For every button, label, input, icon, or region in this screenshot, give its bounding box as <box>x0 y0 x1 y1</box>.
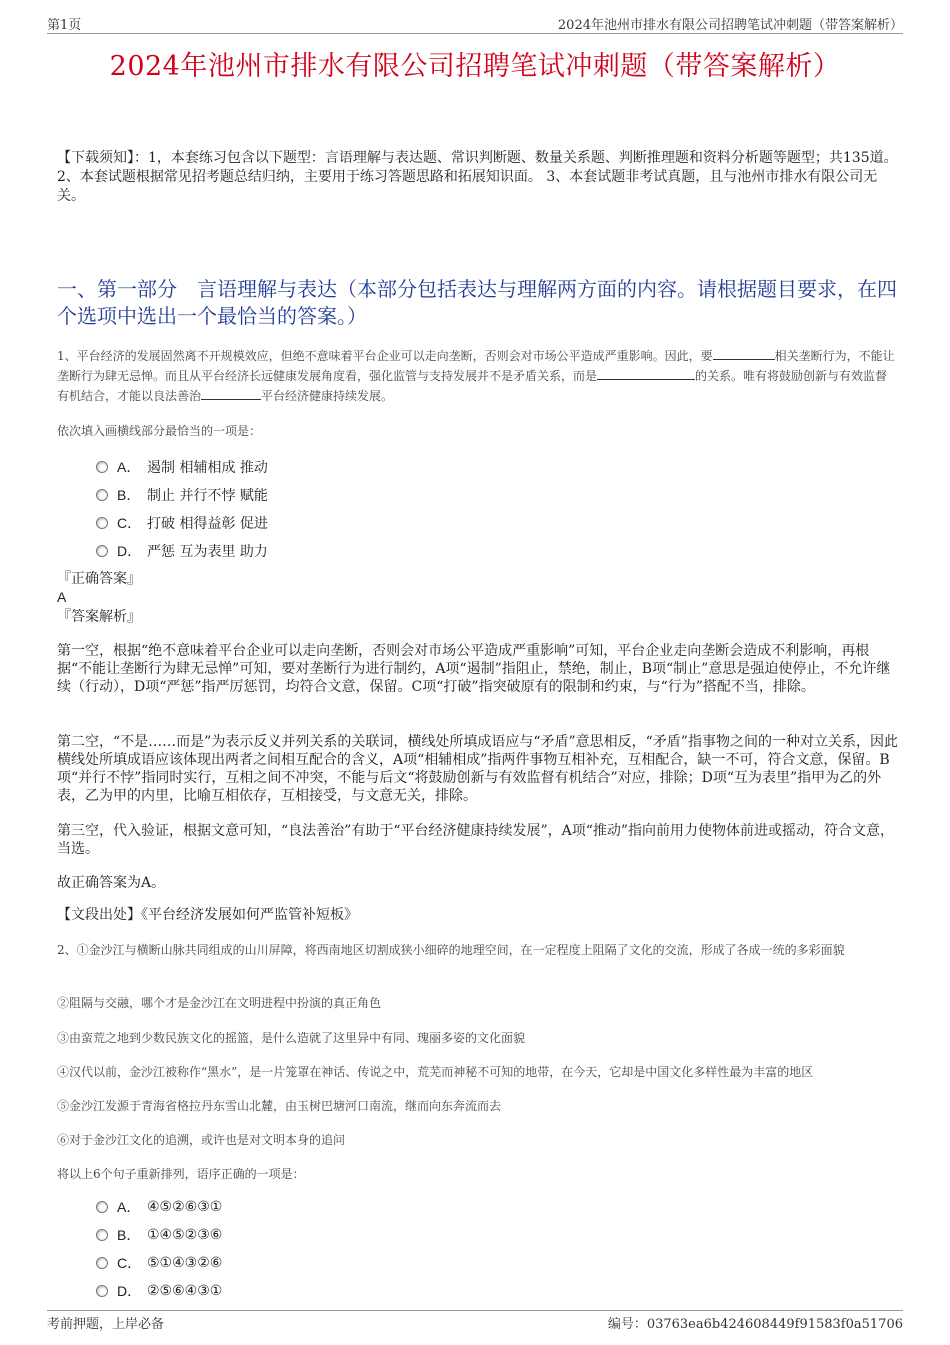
download-notice: 【下载须知】：1，本套练习包含以下题型：言语理解与表达题、常识判断题、数量关系题、判断推理题和资料分析题等题型；共135道。 2、本套试题根据常见招考题总结归纳，主要用于练习答题思路和拓展知识面。 3、本套试题非考试真题，且与池州市排水有限公司无关。 <box>57 150 898 204</box>
q1-text-part-c: 的关系。唯有将鼓励创新与有效监督有机结合，才能以良法善治 <box>57 369 888 403</box>
section-heading: 一、第一部分 言语理解与表达（本部分包括表达与理解两方面的内容。请根据题目要求，在四个选项中选出一个最恰当的答案。） <box>57 277 897 328</box>
blank-2 <box>597 367 695 380</box>
answer-value: A <box>57 589 67 605</box>
footer-slogan: 考前押题，上岸必备 <box>47 1317 165 1332</box>
analysis-paragraph-3: 第三空，代入验证，根据文意可知，“良法善治”有助于“平台经济健康持续发展”，A项“推动”指向前用力使物体前进或摇动，符合文意，当选。 <box>57 823 895 857</box>
header-page-number: 第1页 <box>47 18 82 33</box>
option-d[interactable]: D． ②⑤⑥④③① <box>96 1277 222 1305</box>
analysis-label: 『答案解析』 <box>57 609 141 625</box>
answer-label: 『正确答案』 <box>57 571 141 587</box>
analysis-paragraph-1: 第一空，根据“绝不意味着平台企业可以走向垄断，否则会对市场公平造成严重影响”可知，平台企业走向垄断会造成不利影响，再根据“不能让垄断行为肆无忌惮”可知，要对垄断行为进行制约，A项“遏制”指阻止，禁绝，制止，B项“制止”意思是强迫使停止，不允许继续（行动），D项“严惩”指严厉惩罚，均符合文意，保留。C项“打破”指突破原有的限制和约束，与“行为”搭配不当，排除。 <box>57 643 891 695</box>
footer-divider <box>47 1310 903 1311</box>
question-2-options <box>96 1193 222 1305</box>
question-2-intro: 2、①金沙江与横断山脉共同组成的山川屏障，将西南地区切割成狭小细碎的地理空间，在一定程度上阻隔了文化的交流，形成了各成一统的多彩面貌 <box>57 943 845 957</box>
option-b[interactable]: B． 制止 并行不悖 赋能 <box>96 481 268 509</box>
analysis-conclusion: 故正确答案为A。 <box>57 875 166 891</box>
blank-3 <box>201 387 261 400</box>
q1-text-part-b: 相关垄断行为，不能让垄断行为肆无忌惮。而且从平台经济长远健康发展角度看，强化监管与支持发展并不是矛盾关系，而是 <box>57 349 895 383</box>
radio-icon[interactable] <box>96 1229 108 1241</box>
question-2-sentence-3: ③由蛮荒之地到少数民族文化的摇篮，是什么造就了这里异中有同、瑰丽多姿的文化面貌 <box>57 1031 526 1045</box>
option-c[interactable]: C． 打破 相得益彰 促进 <box>96 509 268 537</box>
question-2-sentence-6: ⑥对于金沙江文化的追溯，或许也是对文明本身的追问 <box>57 1133 346 1147</box>
radio-icon[interactable] <box>96 517 108 529</box>
header-divider <box>47 33 903 34</box>
option-d[interactable]: D． 严惩 互为表里 助力 <box>96 537 268 565</box>
question-2-prompt: 将以上6个句子重新排列，语序正确的一项是： <box>57 1167 305 1181</box>
radio-icon[interactable] <box>96 1201 108 1213</box>
question-1-options <box>96 453 268 565</box>
option-a[interactable]: A． 遏制 相辅相成 推动 <box>96 453 268 481</box>
option-c[interactable]: C． ⑤①④③②⑥ <box>96 1249 222 1277</box>
source-note: 【文段出处】《平台经济发展如何严监管补短板》 <box>57 907 358 923</box>
blank-1 <box>713 347 775 360</box>
q1-text-part-d: 平台经济健康持续发展。 <box>261 389 394 403</box>
option-a[interactable]: A． ④⑤②⑥③① <box>96 1193 222 1221</box>
question-2-sentence-5: ⑤金沙江发源于青海省格拉丹东雪山北麓，由玉树巴塘河口南流，继而向东奔流而去 <box>57 1099 502 1113</box>
option-b[interactable]: B． ①④⑤②③⑥ <box>96 1221 222 1249</box>
analysis-paragraph-2: 第二空，“不是……而是”为表示反义并列关系的关联词，横线处所填成语应与“矛盾”意思相反，“矛盾”指事物之间的一种对立关系，因此横线处所填成语应该体现出两者之间相互配合的含义，A项“相辅相成”指两件事物互相补充，互相配合，缺一不可，符合文意，保留。B项“并行不悖”指同时实行，互相之间不冲突，不能与后文“将鼓励创新与有效监督有机结合”对应，排除；D项“互为表里”指甲为乙的外表，乙为甲的内里，比喻互相依存，互相接受，与文意无关，排除。 <box>57 734 898 804</box>
question-2-sentence-4: ④汉代以前，金沙江被称作“黑水”，是一片笼罩在神话、传说之中，荒芜而神秘不可知的地带，在今天，它却是中国文化多样性最为丰富的地区 <box>57 1065 814 1079</box>
question-1-stem <box>57 346 899 406</box>
radio-icon[interactable] <box>96 545 108 557</box>
header-doc-title: 2024年池州市排水有限公司招聘笔试冲刺题（带答案解析） <box>557 18 903 33</box>
q1-text-part-a: 1、平台经济的发展固然离不开规模效应，但绝不意味着平台企业可以走向垄断，否则会对市场公平造成严重影响。因此，要 <box>57 349 713 363</box>
question-2-sentence-2: ②阻隔与交融，哪个才是金沙江在文明进程中扮演的真正角色 <box>57 996 382 1010</box>
radio-icon[interactable] <box>96 461 108 473</box>
radio-icon[interactable] <box>96 489 108 501</box>
radio-icon[interactable] <box>96 1285 108 1297</box>
radio-icon[interactable] <box>96 1257 108 1269</box>
footer-serial: 编号：03763ea6b424608449f91583f0a51706 <box>607 1317 903 1332</box>
question-1-prompt: 依次填入画横线部分最恰当的一项是： <box>57 424 262 438</box>
page-title: 2024年池州市排水有限公司招聘笔试冲刺题（带答案解析） <box>109 51 841 82</box>
